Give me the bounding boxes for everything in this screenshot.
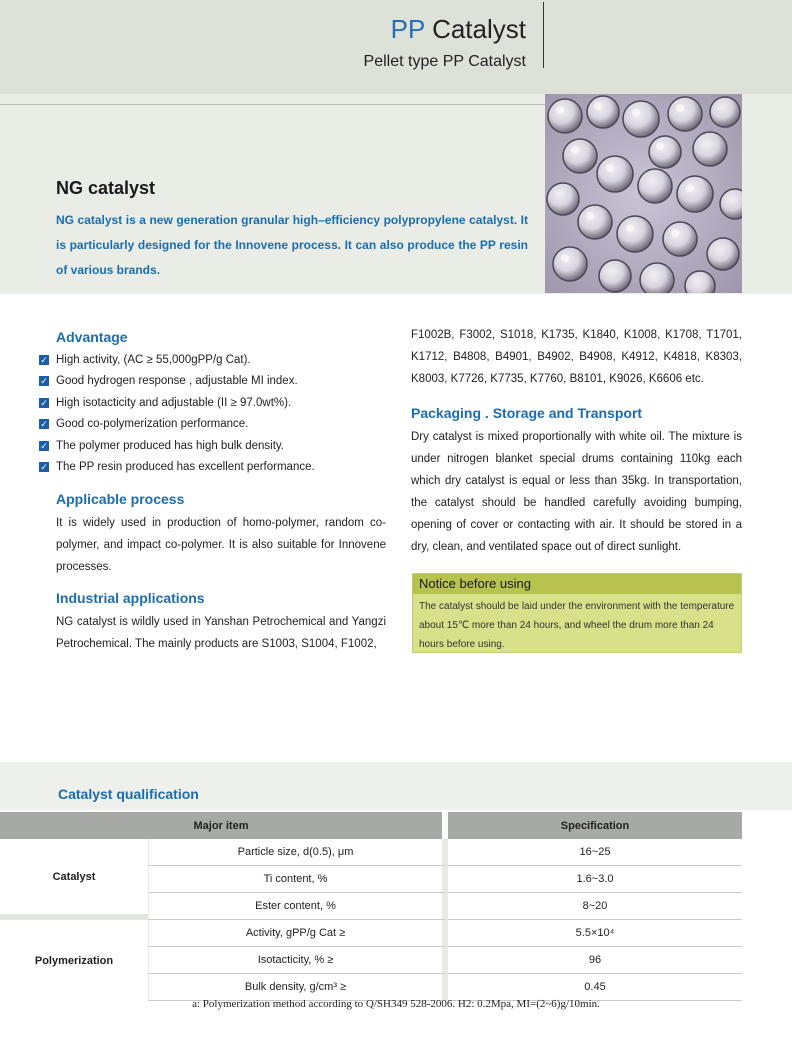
spec-cell: 8~20	[448, 893, 742, 920]
page-subtitle: Pellet type PP Catalyst	[363, 53, 526, 70]
item-cell: Particle size, d(0.5), μm	[148, 839, 448, 866]
list-item: ✓ High isotacticity and adjustable (II ≥ 97.0wt%).	[40, 396, 292, 409]
list-item: ✓ The PP resin produced has excellent performance.	[40, 461, 315, 474]
list-item: ✓ The polymer produced has high bulk density.	[40, 439, 285, 452]
list-item: ✓ High activity, (AC ≥ 55,000gPP/g Cat).	[40, 353, 251, 366]
spec-cell: 96	[448, 947, 742, 974]
applicable-heading: Applicable process	[56, 491, 185, 507]
intro-band-divider	[0, 104, 545, 105]
spec-cell: 5.5×10⁴	[448, 920, 742, 947]
item-cell: Ti content, %	[148, 866, 448, 893]
advantage-list	[39, 349, 379, 478]
intro-text: NG catalyst is a new generation granular high–efficiency polypropylene catalyst. It is particularly designed for the Innovene process. It can also produce the PP resin of various brands.	[56, 213, 528, 277]
applicable-text: It is widely used in production of homo-polymer, random co-polymer, and impact co-polymer. It is also suitable for Innovene processes.	[56, 517, 386, 573]
packaging-heading: Packaging . Storage and Transport	[411, 405, 643, 421]
category-catalyst: Catalyst	[0, 839, 148, 920]
header-divider	[543, 2, 544, 68]
advantage-heading: Advantage	[56, 329, 128, 345]
intro-heading: NG catalyst	[56, 178, 156, 198]
notice-text: The catalyst should be laid under the environment with the temperature about 15℃ more than 24 hours, and wheel the drum more than 24 hours before using.	[419, 601, 735, 650]
notice-heading: Notice before using	[413, 574, 741, 594]
table-header-row	[0, 812, 792, 839]
checkbox-icon: ✓	[40, 376, 48, 387]
title-accent: PP	[390, 14, 425, 44]
notice-box	[412, 573, 742, 653]
item-cell: Isotacticity, % ≥	[148, 947, 448, 974]
qualification-heading: Catalyst qualification	[58, 786, 199, 802]
checkbox-icon: ✓	[40, 462, 48, 473]
checkbox-icon: ✓	[40, 440, 48, 451]
spec-cell: 1.6~3.0	[448, 866, 742, 893]
column-header-specification: Specification	[448, 812, 742, 839]
packaging-text: Dry catalyst is mixed proportionally with white oil. The mixture is under nitrogen blanket special drums containing 110kg each which dry catalyst is equal or less than 35kg. In transportation, the catalyst should be handled carefully avoiding bumping, opening of cover or contacting with air. It should be stored in a dry, clean, and ventilated space out of direct sunlight.	[411, 431, 742, 553]
qualification-table	[0, 812, 792, 1001]
item-cell: Activity, gPP/g Cat ≥	[148, 920, 448, 947]
checkbox-icon: ✓	[40, 397, 48, 408]
industrial-text-continued: F1002B, F3002, S1018, K1735, K1840, K1008, K1708, T1701, K1712, B4808, B4901, B4902, B4908, K4912, K4818, K8303, K8003, K7726, K7735, K7760, B8101, K9026, K6606 etc.	[411, 329, 742, 385]
category-polymerization: Polymerization	[0, 920, 148, 1001]
list-item: ✓ Good co-polymerization performance.	[40, 418, 249, 431]
page-title	[391, 14, 526, 45]
item-cell: Ester content, %	[148, 893, 448, 920]
industrial-text: NG catalyst is wildly used in Yanshan Petrochemical and Yangzi Petrochemical. The mainly products are S1003, S1004, F1002,	[56, 616, 386, 650]
checkbox-icon: ✓	[40, 419, 48, 430]
column-header-major-item: Major item	[0, 812, 448, 839]
spec-cell: 16~25	[448, 839, 742, 866]
table-row	[0, 839, 792, 866]
item-cell: Bulk density, g/cm³ ≥	[148, 974, 448, 1001]
list-item: ✓ Good hydrogen response , adjustable MI index.	[40, 375, 298, 388]
checkbox-icon: ✓	[40, 354, 48, 365]
table-footnote: a: Polymerization method according to Q/SH349 528-2006. H2: 0.2Mpa, MI=(2~6)g/10min.	[192, 998, 600, 1010]
spec-cell: 0.45	[448, 974, 742, 1001]
table-row	[0, 920, 792, 947]
title-rest: Catalyst	[424, 14, 526, 44]
industrial-heading: Industrial applications	[56, 590, 205, 606]
catalyst-micrograph	[545, 94, 742, 293]
